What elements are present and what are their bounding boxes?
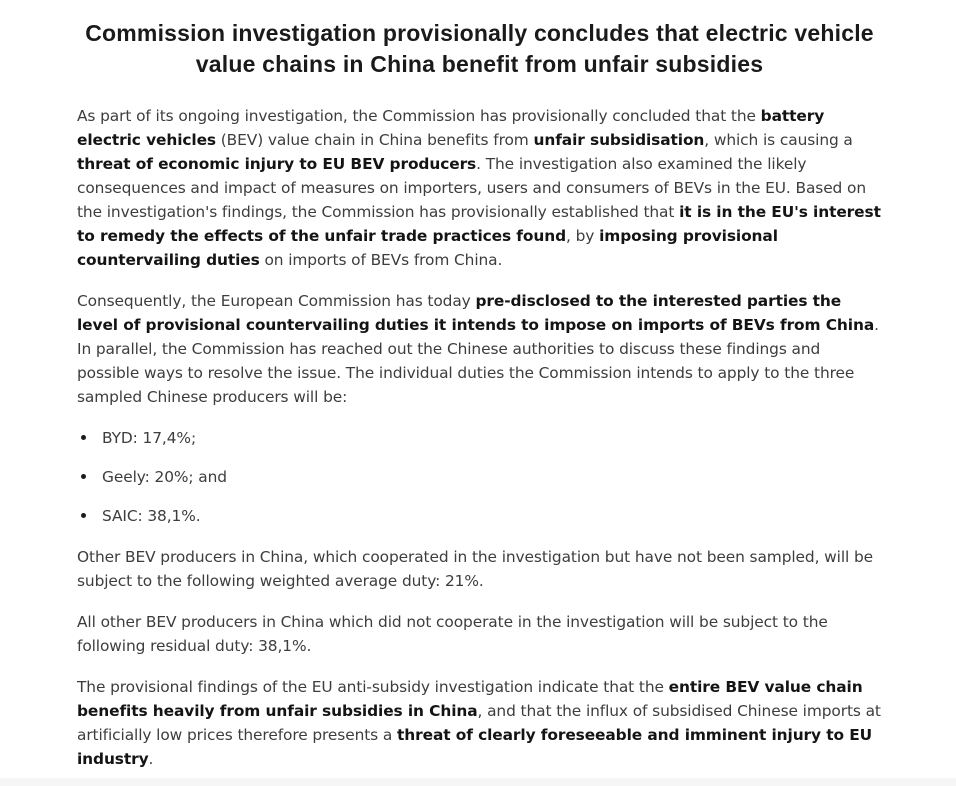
text-run: The provisional findings of the EU anti-subsidy investigation indicate that the bbox=[77, 678, 669, 696]
text-run-bold: pre-disclosed to the interested parties the level of provisional countervailing duties it intends to impose on imports of BEVs from China bbox=[77, 292, 875, 334]
text-run: (BEV) value chain in China benefits from bbox=[215, 131, 534, 149]
text-run: SAIC: 38,1%. bbox=[102, 507, 201, 525]
duty-list bbox=[77, 426, 882, 528]
text-run-bold: battery electric vehicles bbox=[77, 107, 825, 149]
text-run-bold: imposing provisional countervailing duties bbox=[77, 227, 778, 269]
paragraph bbox=[77, 289, 882, 409]
list-item bbox=[77, 426, 882, 450]
text-run: Consequently, the European Commission has today bbox=[77, 292, 476, 310]
text-run-bold: threat of clearly foreseeable and imminent injury to EU industry bbox=[77, 726, 873, 768]
text-run-bold: entire BEV value chain benefits heavily from unfair subsidies in China bbox=[77, 678, 863, 720]
text-run: As part of its ongoing investigation, the Commission has provisionally concluded that the bbox=[77, 107, 761, 125]
text-run: , and that the influx of subsidised Chinese imports at artificially low prices therefore presents a bbox=[77, 702, 881, 744]
paragraph bbox=[77, 675, 882, 771]
paragraph bbox=[77, 545, 882, 593]
list-item bbox=[77, 504, 882, 528]
text-run: Other BEV producers in China, which cooperated in the investigation but have not been sampled, will be subject to the following weighted average duty: 21%. bbox=[77, 548, 874, 590]
text-run: . bbox=[148, 750, 154, 768]
text-run: on imports of BEVs from China. bbox=[259, 251, 503, 269]
text-run: All other BEV producers in China which did not cooperate in the investigation will be subject to the following residual duty: 38,1%. bbox=[77, 613, 828, 655]
text-run: . The investigation also examined the likely consequences and impact of measures on importers, users and consumers of BEVs in the EU. Based on the investigation's findings, the Commission has provisionally established that bbox=[77, 155, 866, 221]
paragraph bbox=[77, 104, 882, 272]
list-item bbox=[77, 465, 882, 489]
paragraph bbox=[77, 610, 882, 658]
article-title: Commission investigation provisionally concludes that electric vehicle value chains in China benefit from unfair subsidies bbox=[85, 20, 874, 77]
text-run-bold: threat of economic injury to EU BEV producers bbox=[77, 155, 477, 173]
text-run: , which is causing a bbox=[704, 131, 853, 149]
text-run: Geely: 20%; and bbox=[102, 468, 227, 486]
text-run: BYD: 17,4%; bbox=[102, 429, 197, 447]
article-body bbox=[77, 104, 882, 771]
text-run: , by bbox=[566, 227, 600, 245]
text-run-bold: unfair subsidisation bbox=[533, 131, 705, 149]
bottom-edge-band bbox=[0, 778, 956, 786]
text-run: . In parallel, the Commission has reached out the Chinese authorities to discuss these findings and possible ways to resolve the issue. The individual duties the Commission intends to apply to the three sampled Chinese producers will be: bbox=[77, 316, 879, 406]
text-run-bold: it is in the EU's interest to remedy the effects of the unfair trade practices found bbox=[77, 203, 881, 245]
